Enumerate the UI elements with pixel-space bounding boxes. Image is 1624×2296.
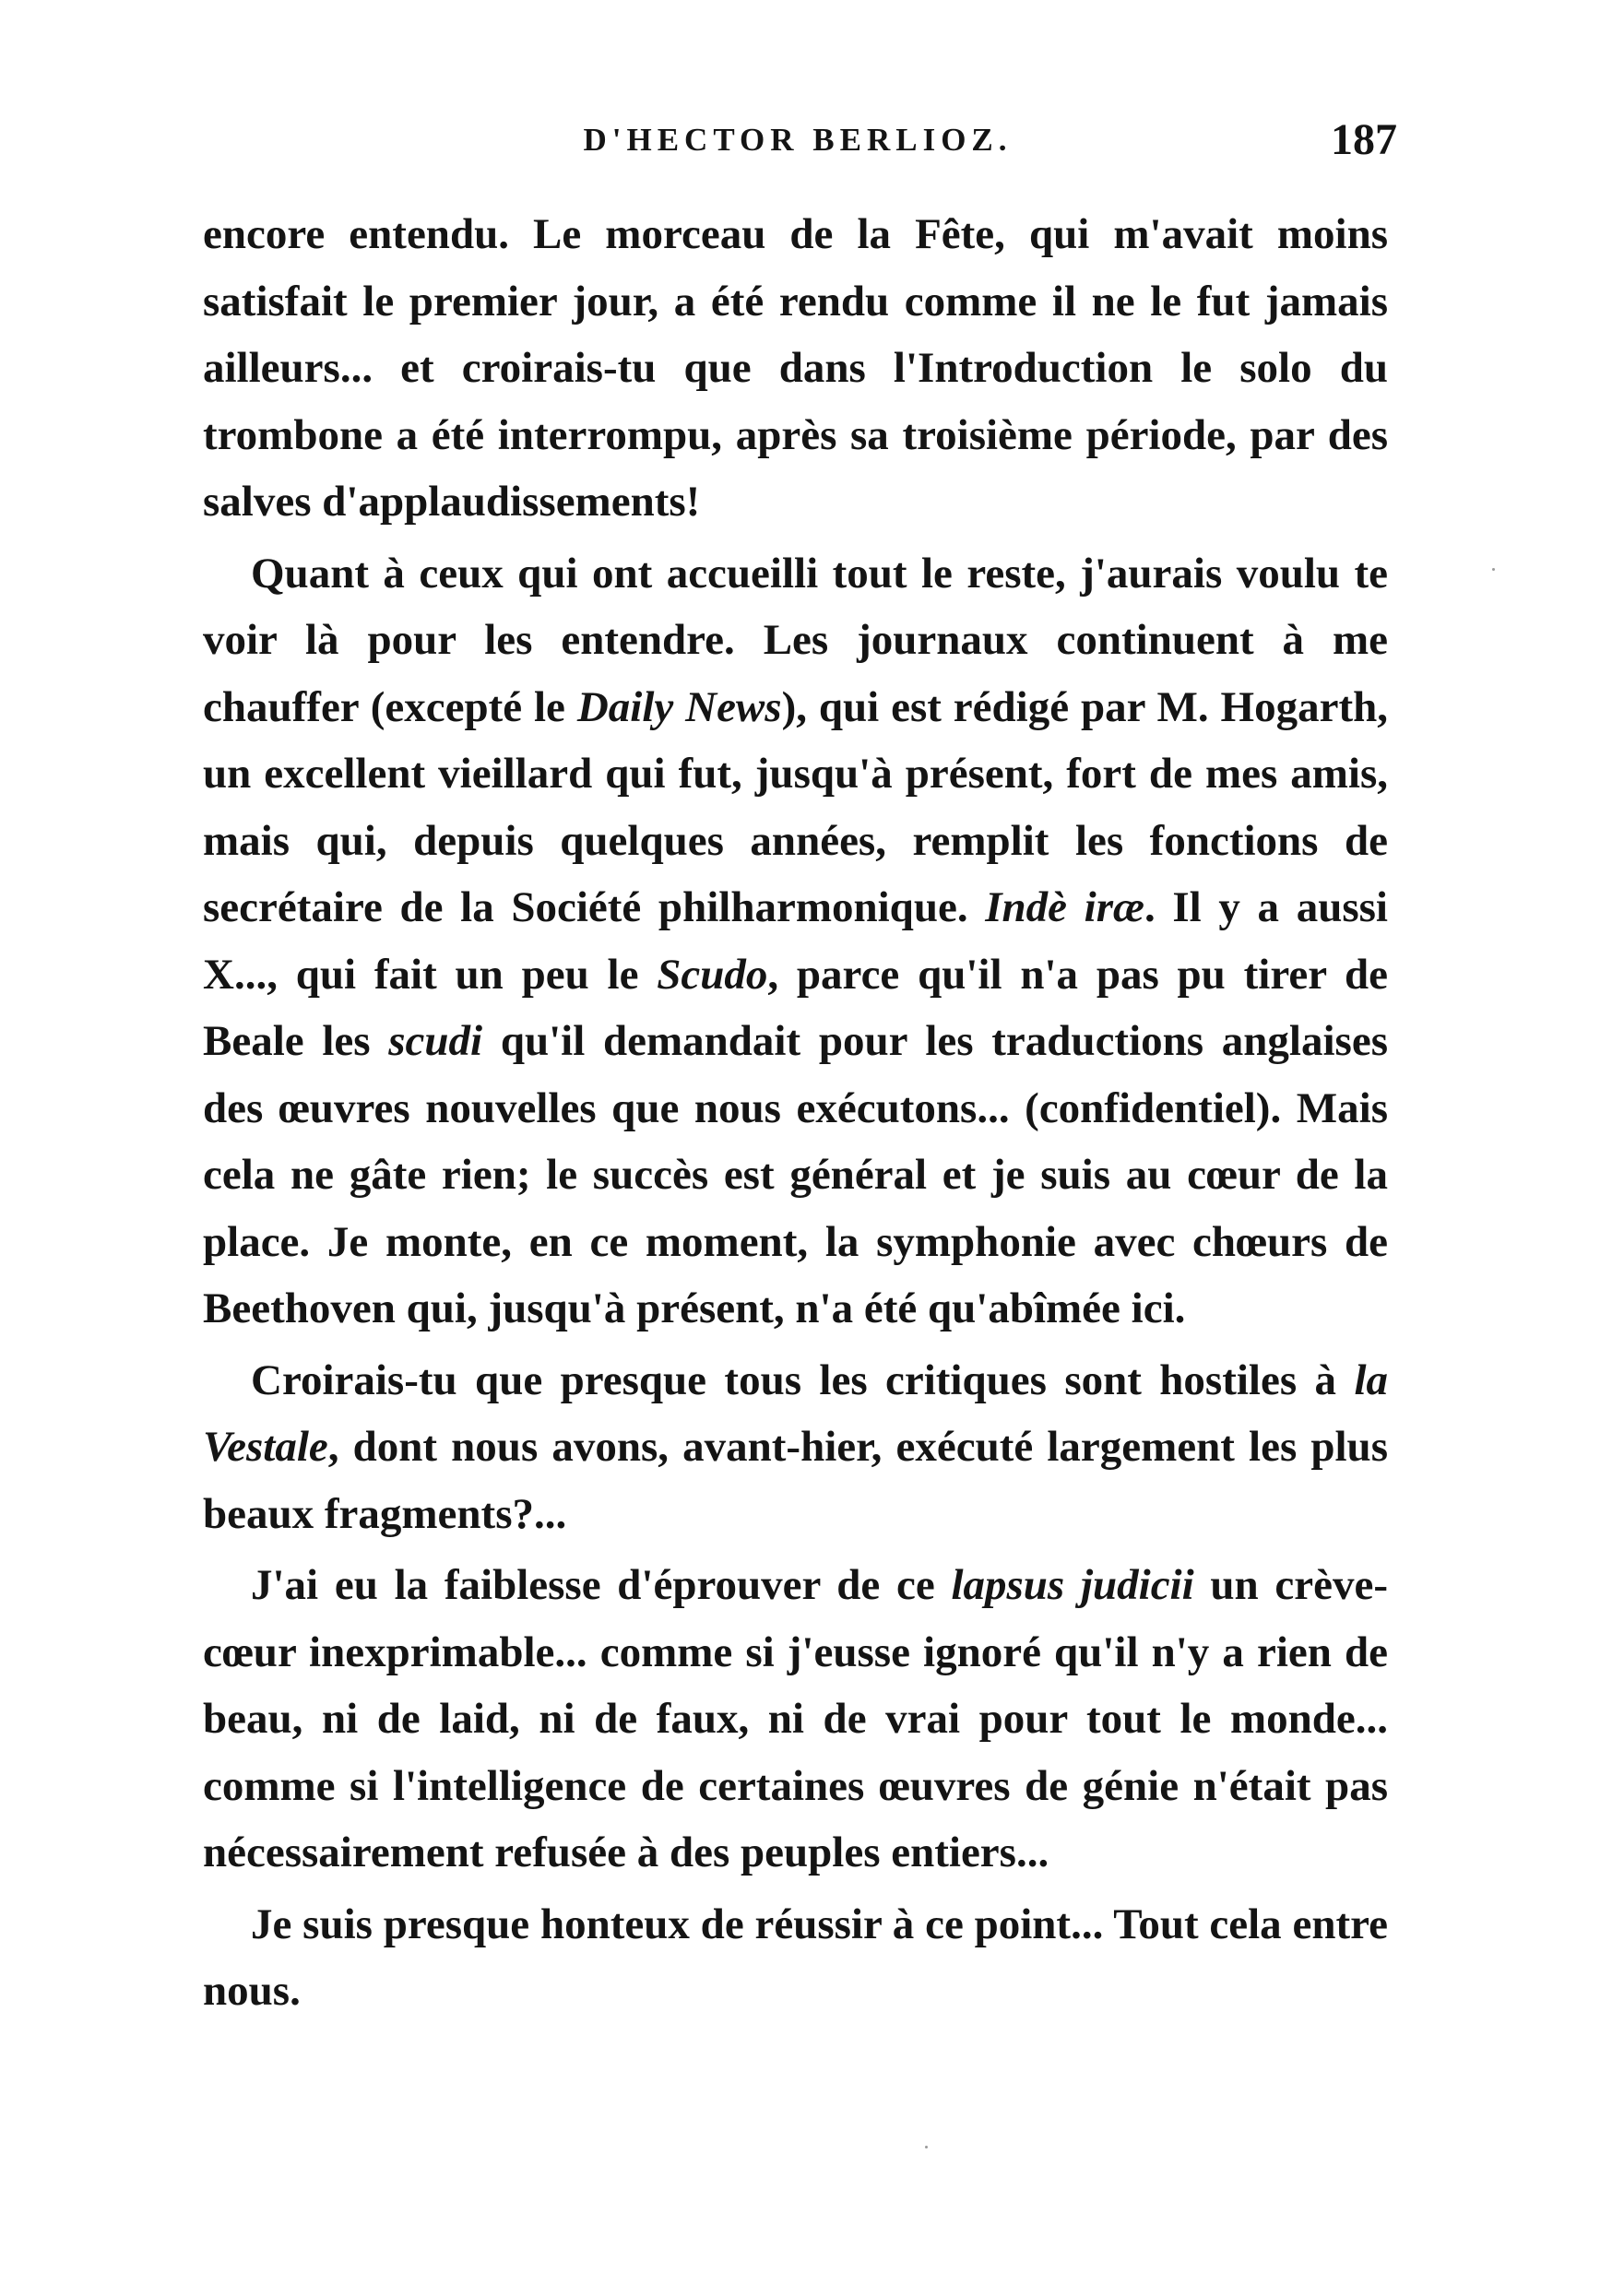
text-span: Quant à ceux qui ont accueilli tout le reste, j'aurais voulu te voir là pour les entendre. Les journaux continuent à me chauffer (excepté le [203, 549, 1388, 731]
running-title: D'HECTOR BERLIOZ. [583, 122, 1013, 158]
italic-latin-inde-irae: Indè iræ [985, 883, 1144, 931]
italic-name-scudo: Scudo [657, 950, 768, 999]
paragraph-4 [203, 1552, 1388, 1887]
text-span: J'ai eu la faiblesse d'éprouver de ce [251, 1561, 952, 1609]
text-span: qu'il demandait pour les traductions anglaises des œuvres nouvelles que nous exécutons... (confidentiel). Mais cela ne gâte rien; le succès est général et je suis au cœur de la place. Je monte, en ce moment, la symphonie avec chœurs de Beethoven qui, jusqu'à présent, n'a été qu'abîmée ici. [203, 1017, 1388, 1332]
paragraph-3 [203, 1347, 1388, 1548]
text-span: ), qui est rédigé par M. Hogarth, un excellent vieillard qui fut, jusqu'à présent, fort de mes amis, mais qui, depuis quelques années, remplit les fonctions de secrétaire de la Société philharmonique. [203, 682, 1388, 931]
print-speck [1492, 568, 1495, 571]
running-head [198, 112, 1397, 168]
text-span: . Il y a aussi X..., qui fait un peu le [203, 883, 1388, 999]
page-number: 187 [1331, 115, 1397, 164]
print-speck [925, 2146, 928, 2148]
paragraph-2 [203, 540, 1388, 1343]
paragraph-5 [203, 1891, 1388, 2025]
text-span: , dont nous avons, avant-hier, exécuté largement les plus beaux fragments?... [203, 1423, 1388, 1538]
italic-title-daily-news: Daily News [576, 682, 782, 731]
text-span: , parce qu'il n'a pas pu tirer de Beale les [203, 950, 1388, 1065]
text-span: un crève-cœur inexprimable... comme si j'eusse ignoré qu'il n'y a rien de beau, ni de laid, ni de faux, ni de vrai pour tout le monde... comme si l'intelligence de certaines œuvres de génie n'était pas nécessairement refusée à des peuples entiers... [203, 1561, 1389, 1876]
italic-word-scudi: scudi [388, 1017, 483, 1065]
text-span: Je suis presque honteux de réussir à ce point... Tout cela entre nous. [203, 1900, 1388, 2015]
text-span: encore entendu. Le morceau de la Fête, qui m'avait moins satisfait le premier jour, a été rendu comme il ne le fut jamais ailleurs... et croirais-tu que dans l'Introduction le solo du trombone a été interrompu, après sa troisième période, par des salves d'applaudissements! [203, 210, 1388, 526]
text-span: Croirais-tu que presque tous les critiques sont hostiles à [251, 1355, 1355, 1404]
body-text [203, 201, 1388, 2025]
italic-title-la-vestale: la Vestale [203, 1355, 1388, 1471]
italic-latin-lapsus-judicii: lapsus judicii [951, 1561, 1194, 1609]
paragraph-1 [203, 201, 1388, 536]
